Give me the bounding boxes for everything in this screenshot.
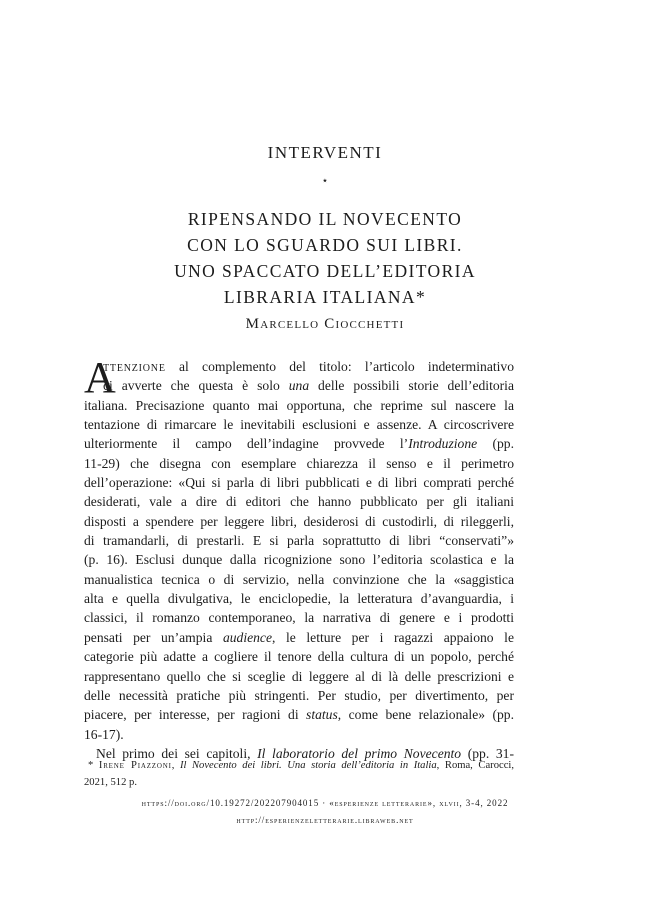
article-body	[84, 353, 515, 763]
body-line: tentazione di rimarcare le inevitabili esclusioni e assenze. A circoscrivere	[84, 417, 514, 433]
body-line: dell’operazione: «Qui si parla di libri pubblicati e di libri comprati perché	[84, 475, 514, 491]
title-line-1: RIPENSANDO IL NOVECENTO	[187, 209, 463, 229]
body-line: pensati per un’ampia audience, le letture per i ragazzi appaiono le	[84, 629, 514, 645]
body-line: ci avverte che questa è solo una delle possibili storie dell’editoria	[103, 378, 514, 394]
article-author: Marcello Ciocchetti	[245, 316, 405, 332]
article-title	[0, 206, 650, 310]
body-line: Nel primo dei sei capitoli, Il laboratorio del primo Novecento (pp. 31-	[96, 745, 514, 761]
body-line: delle necessità pratiche più stringenti. Per studio, per divertimento, per	[84, 687, 514, 703]
footnote-line: * Irene Piazzoni, Il Novecento dei libri. Una storia dell’editoria in Italia, Roma, Carocci,	[88, 760, 514, 771]
website-line: http://esperienzeletterarie.libraweb.net	[236, 815, 414, 825]
doi-line: https://doi.org/10.19272/202207904015 · «esperienze letterarie», xlvii, 3-4, 2022	[141, 798, 509, 808]
title-line-3: UNO SPACCATO DELL’EDITORIA	[174, 261, 476, 281]
body-line: di tramandarli, di prestarli. E si parla soprattutto di libri “conservati”»	[84, 533, 514, 549]
body-line: classici, il romanzo contemporaneo, la narrativa di genere e i prodotti	[84, 610, 514, 626]
body-line: italiana. Precisazione quanto mai opportuna, che reprime sul nascere la	[84, 397, 514, 413]
drop-cap: A	[84, 353, 116, 402]
footnote-line: 2021, 512 p.	[84, 777, 137, 788]
body-line: categorie più adatte a cogliere il tenore della cultura di un popolo, perché	[84, 649, 514, 665]
section-heading: INTERVENTI	[267, 143, 383, 162]
body-line: rappresentano quello che si sceglie di leggere al di là delle prescrizioni e	[84, 668, 514, 684]
footnote	[84, 757, 514, 791]
body-line: desiderati, vale a dire di editori che hanno pubblicato per gli italiani	[84, 494, 514, 510]
title-line-4: LIBRARIA ITALIANA*	[223, 287, 427, 307]
body-line: manualistica tecnica o di servizio, nella convinzione che la «saggistica	[84, 571, 514, 587]
body-line: piacere, per interesse, per ragioni di status, come bene relazionale» (pp.	[84, 707, 514, 723]
body-line: ulteriormente il campo dell’indagine provvede l’Introduzione (pp.	[84, 436, 515, 452]
body-line: ttenzione al complemento del titolo: l’articolo indeterminativo	[103, 359, 514, 374]
body-line: alta e quella divulgativa, le enciclopedie, la letteratura d’avanguardia, i	[84, 591, 514, 607]
body-line: disposti a spendere per leggere libri, desiderosi di custodirli, di rileggerli,	[84, 513, 514, 529]
title-line-2: CON LO SGUARDO SUI LIBRI.	[187, 235, 463, 255]
body-line: 16-17).	[84, 726, 124, 742]
body-line: (p. 16). Esclusi dunque dalla ricognizione sono l’editoria scolastica e la	[84, 552, 514, 568]
star-separator: ⋆	[321, 175, 329, 187]
body-line: 11-29) che disegna con esemplare chiarezza il senso e il perimetro	[84, 455, 514, 471]
